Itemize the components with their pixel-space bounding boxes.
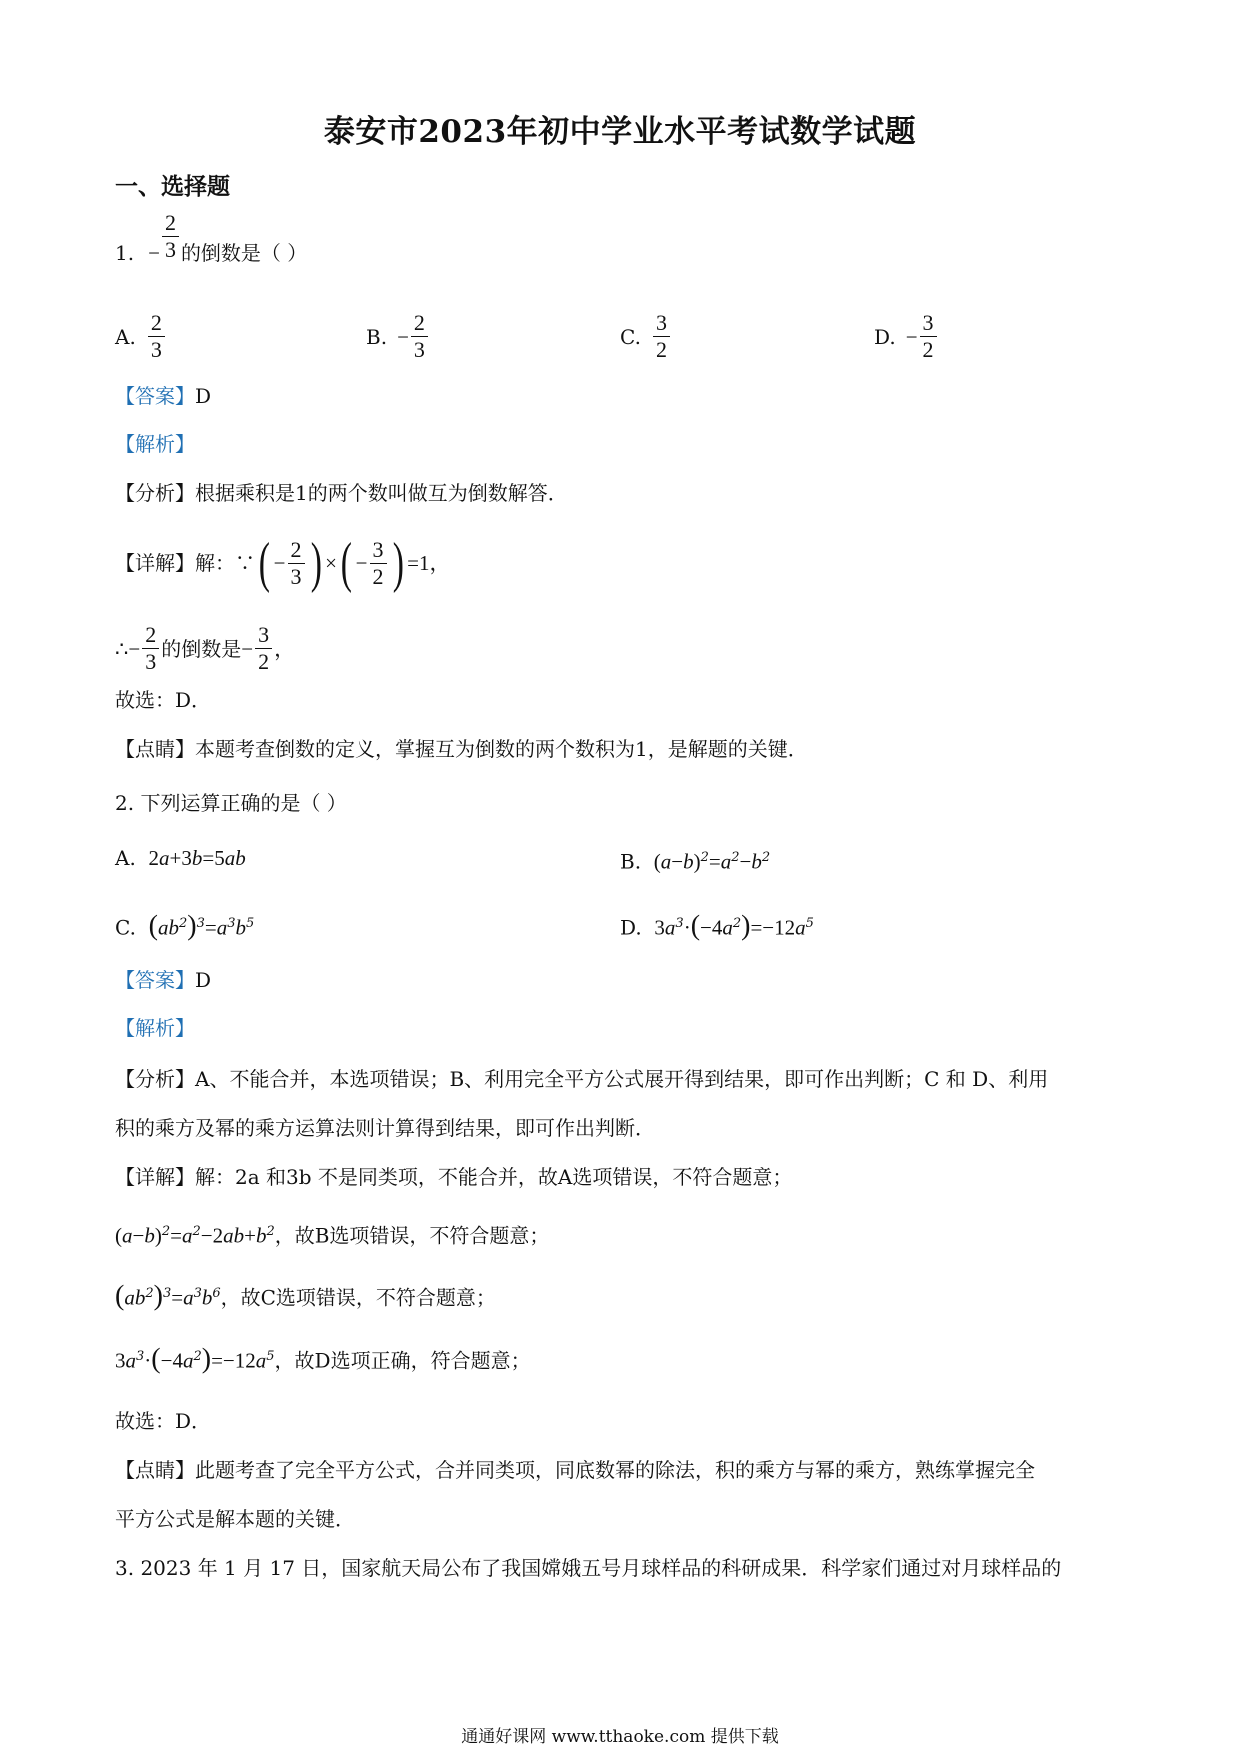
- q1-therefore: ∴− $\frac{2}{3}$ 的倒数是 − $\frac{3}{2}$ ，: [115, 622, 296, 674]
- q1-option-d: D. − $\frac{3}{2}$: [874, 310, 939, 363]
- q3-stem: 3. 2023 年 1 月 17 日，国家航天局公布了我国嫦娥五号月球样品的科研成果．科学家们通过对月球样品的: [115, 1556, 1062, 1580]
- q1-choose: 故选：D．: [115, 688, 212, 712]
- q1-analysis: 【分析】根据乘积是1的两个数叫做互为倒数解答．: [115, 481, 568, 505]
- q2-analysis-line2: 积的乘方及幂的乘方运算法则计算得到结果，即可作出判断．: [115, 1116, 655, 1140]
- q2-point-line1: 【点睛】此题考查了完全平方公式，合并同类项，同底数幂的除法，积的乘方与幂的乘方，熟练掌握完全: [115, 1458, 1035, 1482]
- q1-option-a: A. $\frac{2}{3}$: [115, 310, 167, 363]
- q1-stem-suffix: 的倒数是（ ）: [180, 240, 308, 265]
- q1-point: 【点睛】本题考查倒数的定义，掌握互为倒数的两个数积为1，是解题的关键．: [115, 737, 808, 761]
- page-title: 泰安市2023年初中学业水平考试数学试题: [323, 114, 917, 150]
- q1-answer: 【答案】D: [115, 384, 212, 408]
- q2-detail-line1: 【详解】解：2a 和3b 不是同类项，不能合并，故A选项错误，不符合题意；: [115, 1165, 793, 1189]
- q2-point-line2: 平方公式是解本题的关键．: [115, 1507, 355, 1531]
- q1-option-c: C. $\frac{3}{2}$: [620, 310, 672, 363]
- q1-stem: 1. − $\frac{2}{3}$ 的倒数是（ ）: [115, 210, 308, 265]
- q2-jiexi: 【解析】: [115, 1016, 195, 1040]
- section-heading: 一、选择题: [115, 173, 230, 200]
- q2-stem: 2. 下列运算正确的是（ ）: [115, 791, 347, 815]
- q2-option-c: C. $(ab^2)^3=a^3b^5$: [115, 910, 255, 942]
- q2-detail-b: $(a-b)^2=a^2-2ab+b^2$，故B选项错误，不符合题意；: [115, 1223, 550, 1248]
- q1-jiexi: 【解析】: [115, 432, 195, 456]
- q1-option-b: B. − $\frac{2}{3}$: [366, 310, 430, 363]
- q2-analysis-line1: 【分析】A、不能合并，本选项错误；B、利用完全平方公式展开得到结果，即可作出判断；C 和 D、利用: [115, 1067, 1049, 1091]
- q2-choose: 故选：D．: [115, 1409, 212, 1433]
- q2-option-d: D. $3a^3\cdot(-4a^2)=-12a^5$: [620, 910, 814, 942]
- q2-option-a: A. 2a+3b=5ab: [115, 846, 246, 870]
- footer: 通通好课网 www.tthaoke.com 提供下载: [461, 1727, 779, 1747]
- q2-detail-c: $(ab^2)^3=a^3b^6$，故C选项错误，不符合题意；: [115, 1280, 496, 1312]
- q1-fraction: $\frac{2}{3}$: [162, 210, 179, 263]
- q1-number: 1.: [115, 240, 135, 265]
- q2-answer: 【答案】D: [115, 968, 212, 992]
- q1-detail: 【详解】 解：∵ ( − $\frac{2}{3}$ ) × ( − $\frac{3}{2}$ ) =1，: [115, 532, 451, 594]
- q2-detail-d: $3a^3\cdot(-4a^2)=-12a^5$，故D选项正确，符合题意；: [115, 1343, 531, 1375]
- q2-option-b: B. $(a-b)^2=a^2-b^2$: [620, 849, 771, 874]
